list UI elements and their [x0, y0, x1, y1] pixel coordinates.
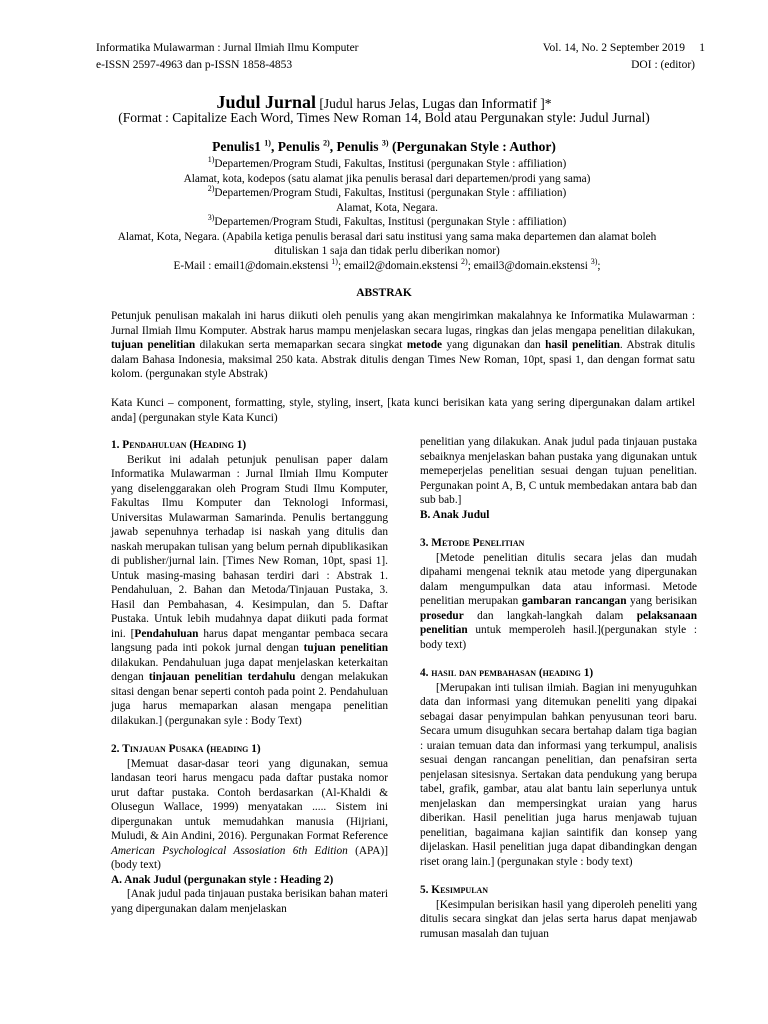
s1-bold-3: tinjauan penelitian terdahulu: [148, 671, 296, 683]
journal-name: Informatika Mulawarman : Jurnal Ilmiah Ilmu Komputer: [96, 42, 359, 54]
aff-3-address: Alamat, Kota, Negara. (Apabila ketiga penulis berasal dari satu institusi yang sama maka departemen dan alamat boleh dituliskan 1 saja dan tidak perlu diberikan nomor): [117, 230, 657, 257]
author-3: , Penulis: [329, 139, 382, 154]
email-line: [96, 256, 678, 274]
subsection-a-heading: A. Anak Judul (pergunakan style : Heading 2): [111, 873, 334, 886]
section-1-heading: [111, 438, 388, 453]
aff-3-mark: 3): [207, 213, 215, 223]
affiliation-2: [96, 186, 678, 201]
section-4-heading: [420, 666, 697, 681]
aff-2-address: Alamat, Kota, Negara.: [336, 201, 438, 214]
affiliations: [96, 157, 678, 273]
s3-bold-2: prosedur: [420, 609, 464, 622]
running-header: [96, 41, 705, 56]
email-1-mark: 1): [331, 256, 338, 266]
aff-1-mark: 1): [207, 155, 215, 165]
section-5-body: [Kesimpulan berisikan hasil yang diperoleh peneliti yang ditulis secara singkat dan jelas serta harus dapat menjawab rumusan masalah dan tujuan: [420, 898, 697, 940]
s1-bold-2: tujuan penelitian: [303, 642, 388, 654]
section-1-title: Pendahuluan (Heading 1): [122, 439, 247, 451]
aff-3-dept: Departemen/Program Studi, Fakultas, Institusi (pergunakan Style : affiliation): [214, 216, 567, 228]
section-2-body: [111, 757, 388, 873]
author-style-note: (Pergunakan Style : Author): [388, 139, 556, 154]
author-line: [60, 139, 708, 155]
section-5-number: 5.: [420, 884, 432, 896]
page-number: 1: [699, 42, 705, 54]
title-format-note: (Format : Capitalize Each Word, Times New Roman 14, Bold atau Pergunakan style: Judul Jurnal): [118, 110, 650, 125]
section-3-heading: [420, 536, 697, 551]
s3-bold-3: pelaksanaan penelitian: [420, 609, 697, 636]
s2-italic-1: American Psychological Assosiation 6th Edition: [111, 844, 348, 857]
abstract-body: [111, 309, 695, 382]
section-4-number: 4.: [420, 667, 432, 679]
s2-text-2: (APA)] (body text): [111, 844, 388, 871]
section-1-body: [111, 453, 388, 729]
section-1-number: 1.: [111, 439, 123, 451]
email-2-mark: 2): [461, 256, 468, 266]
s3-text-1: [Metode penelitian ditulis secara jelas dan mudah dipahami mengenai teknik atau metode yang dipergunakan dalam mengumpulkan data atau informasi. Metode penelitian merupakan: [420, 551, 697, 607]
title-main: Judul Jurnal: [216, 92, 317, 112]
email-1: E-Mail : email1@domain.ekstensi: [173, 259, 332, 272]
s3-text-4: untuk memperoleh hasil.](pergunakan style : body text): [420, 624, 697, 651]
left-column: [111, 438, 388, 916]
section-5-title: Kesimpulan: [431, 884, 489, 896]
section-4-title: hasil dan pembahasan (heading 1): [431, 667, 594, 679]
abstract-bold-2: metode: [406, 339, 443, 351]
author-1-mark: 1): [264, 138, 271, 148]
author-2: , Penulis: [270, 139, 324, 154]
aff-2-dept: Departemen/Program Studi, Fakultas, Institusi (pergunakan Style : affiliation): [214, 187, 567, 199]
section-2-title: Tinjauan Pusaka (heading 1): [122, 743, 261, 755]
author-3-mark: 3): [381, 138, 389, 148]
abstract-text-2: dilakukan serta memaparkan secara singkat: [195, 339, 407, 351]
email-3: ; email3@domain.ekstensi: [467, 259, 591, 272]
section-3-number: 3.: [420, 537, 432, 549]
section-5-heading: [420, 883, 697, 898]
s1-text-4: dengan melakukan sitasi dengan benar seperti contoh pada point 2. Pendahuluan juga harus memaparkan alasan mengapa penelitian dilakukan.] (pergunakan syle : Body Text): [111, 671, 388, 727]
title-note: [Judul harus Jelas, Lugas dan Informatif ]*: [319, 96, 552, 111]
s3-text-3: dan langkah-langkah dalam: [463, 609, 637, 622]
section-4-body: [Merupakan inti tulisan ilmiah. Bagian ini menyuguhkan data dan informasi yang ditemukan peneliti yang dipakai sebagai dasar penyimpulan bahkan penyusunan teori baru. Secara umum disuguhkan secara bertahap dalam tiga bagian : uraian temuan data dan informasi yang terkumpul, analisis sesuai dengan rancangan penelitian, dan penafsiran serta penjelasan sitesisnya. Sertakan data pendukung yang berupa tabel, grafik, gambar, atau alat bantu lain seperlunya untuk menjelaskan dan mempersingkat uraian yang harus diberikan. Hasil penelitian juga harus menjawab tujuan penelitian, bagaimana kajian saintifik dan konsep yang dijelaskan. Hasil penelitian juga dapat dibandingkan dengan riset orang lain.] (pergunakan style : body text): [420, 681, 697, 868]
aff-1-address: Alamat, kota, kodepos (satu alamat jika penulis berasal dari departemen/prodi yang sama): [183, 172, 591, 185]
issn-line: [96, 58, 695, 73]
s1-bold-1: Pendahuluan: [134, 627, 199, 640]
doi: DOI : (editor): [631, 59, 695, 71]
section-3-body: [420, 551, 697, 653]
aff-1-dept: Departemen/Program Studi, Fakultas, Institusi (pergunakan Style : affiliation): [214, 158, 567, 170]
section-2-heading: [111, 742, 388, 757]
abstract-text-3: yang digunakan dan: [442, 339, 546, 351]
abstract-bold-1: tujuan penelitian: [111, 339, 196, 351]
abstract-text-4: . Abstrak ditulis dalam Bahasa Indonesia, maksimal 250 kata. Abstrak ditulis dengan Times New Roman, 10pt, spasi 1, dan dengan format satu kolom. (pergunakan style Abstrak): [111, 339, 695, 380]
s3-text-2: yang berisikan: [626, 595, 697, 607]
email-3-mark: 3): [590, 256, 598, 266]
subsection-b-heading: B. Anak Judul: [420, 508, 490, 521]
author-2-mark: 2): [323, 138, 330, 148]
aff-2-mark: 2): [207, 184, 215, 194]
abstract-heading: ABSTRAK: [356, 287, 412, 299]
affiliation-1: [96, 157, 678, 172]
email-end: ;: [597, 259, 601, 272]
s3-bold-1: gambaran rancangan: [521, 595, 627, 607]
s1-text-2: harus dapat mengantar pembaca secara langsung pada inti pokok jurnal dengan: [111, 627, 388, 654]
abstract-bold-3: hasil penelitian: [545, 339, 620, 351]
issn: e-ISSN 2597-4963 dan p-ISSN 1858-4853: [96, 59, 293, 71]
subsection-a-body: [Anak judul pada tinjauan pustaka berisikan bahan materi yang dipergunakan dalam menjelaskan: [111, 888, 388, 915]
section-3-title: Metode Penelitian: [431, 537, 525, 549]
subsection-a-continued: penelitian yang dilakukan. Anak judul pada tinjauan pustaka sebaiknya menjelaskan bahan pustaka yang digunakan untuk memeperjelas penelitian sesuai dengan tujuan penelitian. Pergunakan point A, B, C untuk membedakan antara bab dan sub bab.]: [420, 436, 697, 506]
affiliation-3: [96, 215, 678, 230]
section-2-number: 2.: [111, 743, 123, 755]
s2-text-1: [Memuat dasar-dasar teori yang digunakan, semua landasan teori harus mengacu pada daftar pustaka nomor urut daftar pustaka. Contoh berdasarkan (Al-Khaldi & Olusegun Wallace, 1999) menyatakan ..... Sistem ini dipergunakan untuk memudahkan manusia (Hijriani, Muludi, & Ain Andini, 2016). Pergunakan Format Reference: [111, 757, 388, 842]
volume-info: Vol. 14, No. 2 September 2019: [542, 42, 685, 54]
keywords: Kata Kunci – component, formatting, style, styling, insert, [kata kunci berisikan kata yang sering dipergunakan dalam artikel anda] (pergunakan style Kata Kunci): [111, 397, 695, 424]
s1-text-1: Berikut ini adalah petunjuk penulisan paper dalam Informatika Mulawarman : Jurnal Ilmiah Ilmu Komputer yang diselenggarakan oleh Program Studi Ilmu Komputer, Fakultas Ilmu Komputer dan Teknologi Informasi, Universitas Mulawarman Samarinda. Penulis bertanggung jawab sepenuhnya terhadap isi naskah yang ditulis dan naskah merupakan tulisan yang belum pernah dipublikasikan di publisher/jurnal lain. [Times New Roman, 10pt, spasi 1]. Untuk masing-masing bahasan terdiri dari : Abstrak 1. Pendahuluan, 2. Bahan dan Metoda/Tinjauan Pustaka, 3. Hasil dan Pembahasan, 4. Kesimpulan, dan 5. Daftar Pustaka. Untuk lebih mudahnya dapat diikuti pada format ini. [: [111, 453, 388, 640]
author-1: Penulis1: [212, 139, 265, 154]
s1-text-3: dilakukan. Pendahuluan juga dapat menjelaskan keterkaitan dengan: [111, 656, 388, 683]
abstract-text-1: Petunjuk penulisan makalah ini harus diikuti oleh penulis yang akan mengirimkan makalahnya ke Informatika Mulawarman : Jurnal Ilmiah Ilmu Komputer. Abstrak harus mampu menjelaskan secara lugas, ringkas dan jelas mengapa penelitian dilakukan,: [111, 310, 695, 337]
email-2: ; email2@domain.ekstensi: [337, 259, 462, 272]
right-column: [420, 435, 697, 941]
